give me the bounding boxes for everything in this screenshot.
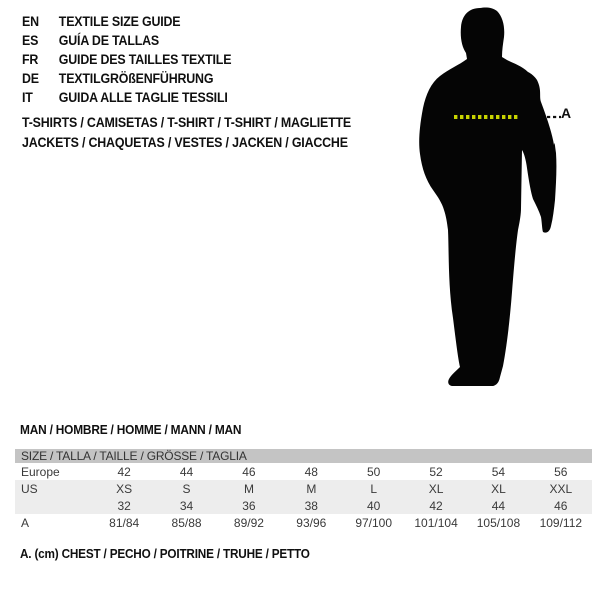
size-cell: 50	[367, 464, 381, 479]
size-cell: 89/92	[233, 515, 264, 530]
measurement-footnote: A. (cm) CHEST / PECHO / POITRINE / TRUHE / PETTO	[20, 547, 310, 561]
size-row-label: Europe	[21, 464, 60, 479]
size-cell: XXL	[549, 481, 573, 496]
language-row	[22, 50, 231, 69]
language-code: DE	[22, 71, 39, 86]
size-cell: 105/108	[476, 515, 521, 530]
size-cell: 85/88	[171, 515, 202, 530]
size-cell: XL	[491, 481, 506, 496]
language-code: FR	[22, 52, 39, 67]
size-table	[15, 449, 592, 531]
language-guide-title: TEXTILGRÖßENFÜHRUNG	[58, 71, 214, 86]
size-cell: 81/84	[109, 515, 140, 530]
size-cell: 34	[179, 498, 194, 513]
language-guide-title: GUIDE DES TAILLES TEXTILE	[58, 52, 232, 67]
language-code: EN	[22, 14, 39, 29]
language-code: IT	[22, 90, 33, 105]
size-row-label: A	[21, 515, 30, 530]
size-cell: XL	[428, 481, 444, 496]
language-row	[22, 88, 231, 107]
size-cell: 97/100	[355, 515, 393, 530]
size-cell: S	[182, 481, 191, 496]
language-row	[22, 31, 231, 50]
size-row-us-numeric	[15, 497, 592, 514]
size-table-header: SIZE / TALLA / TAILLE / GRÖSSE / TAGLIA	[15, 449, 592, 463]
size-cell: 46	[242, 464, 256, 479]
language-row	[22, 12, 231, 31]
measure-label-a: A	[561, 105, 572, 121]
size-cell: 32	[117, 498, 131, 513]
language-guide-title: GUÍA DE TALLAS	[58, 33, 160, 48]
size-cell: 48	[304, 464, 318, 479]
size-cell: 93/96	[296, 515, 327, 530]
size-cell: 54	[491, 464, 506, 479]
language-guide-title: TEXTILE SIZE GUIDE	[58, 14, 181, 29]
size-cell: 52	[429, 464, 443, 479]
language-title-list	[22, 12, 231, 107]
size-cell: L	[370, 481, 378, 496]
size-cell: 42	[429, 498, 443, 513]
man-silhouette-figure	[390, 0, 590, 400]
language-row	[22, 69, 231, 88]
size-cell: 44	[491, 498, 506, 513]
size-cell: 42	[117, 464, 131, 479]
size-cell: 101/104	[414, 515, 458, 530]
size-cell: 46	[554, 498, 568, 513]
size-cell: 109/112	[539, 515, 583, 530]
size-row-europe	[15, 463, 592, 480]
size-cell: 44	[179, 464, 194, 479]
size-cell: 40	[367, 498, 381, 513]
garment-line-tshirts: T-SHIRTS / CAMISETAS / T-SHIRT / T-SHIRT / MAGLIETTE	[22, 115, 352, 130]
size-cell: XS	[116, 481, 133, 496]
man-silhouette-svg	[390, 0, 590, 400]
section-title-man: MAN / HOMBRE / HOMME / MANN / MAN	[20, 423, 242, 437]
language-code: ES	[22, 33, 39, 48]
size-cell: M	[306, 481, 317, 496]
language-guide-title: GUIDA ALLE TAGLIE TESSILI	[58, 90, 228, 105]
garment-categories	[22, 113, 351, 152]
size-cell: 38	[304, 498, 318, 513]
garment-line-jackets: JACKETS / CHAQUETAS / VESTES / JACKEN / GIACCHE	[22, 134, 348, 150]
size-cell: 56	[554, 464, 568, 479]
size-row-chest-a	[15, 514, 592, 531]
size-cell: 36	[242, 498, 256, 513]
size-row-label: US	[21, 481, 38, 496]
size-row-us-alpha	[15, 480, 592, 497]
man-silhouette-shape	[419, 7, 556, 386]
size-cell: M	[243, 481, 254, 496]
